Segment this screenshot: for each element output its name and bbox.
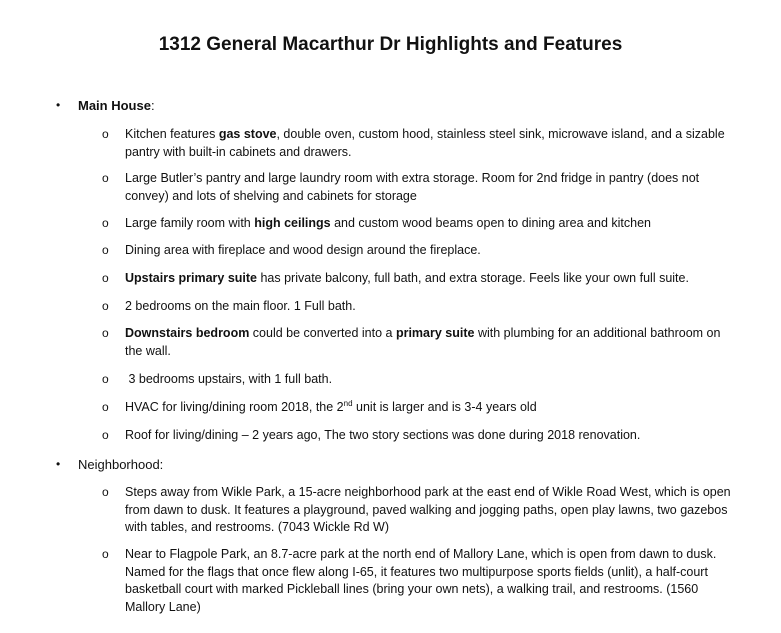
- section-heading-neighborhood: Neighborhood:: [78, 457, 164, 472]
- sub-bullet-icon: o: [102, 299, 109, 313]
- sub-bullet-icon: o: [102, 243, 109, 257]
- sub-bullet-icon: o: [102, 400, 109, 414]
- sub-bullet-icon: o: [102, 326, 109, 340]
- bullet-icon: •: [56, 457, 61, 471]
- sub-bullet-icon: o: [102, 428, 109, 442]
- sub-bullet-icon: o: [102, 171, 109, 185]
- section-heading-main-house: Main House:: [78, 98, 155, 113]
- sub-bullet-icon: o: [102, 485, 109, 499]
- page-title: 1312 General Macarthur Dr Highlights and Features: [158, 34, 623, 55]
- sub-bullet-icon: o: [102, 127, 109, 141]
- sub-bullet-icon: o: [102, 372, 109, 386]
- sub-bullet-icon: o: [102, 216, 109, 230]
- sub-bullet-icon: o: [102, 271, 109, 285]
- bullet-icon: •: [56, 98, 61, 112]
- sub-bullet-icon: o: [102, 547, 109, 561]
